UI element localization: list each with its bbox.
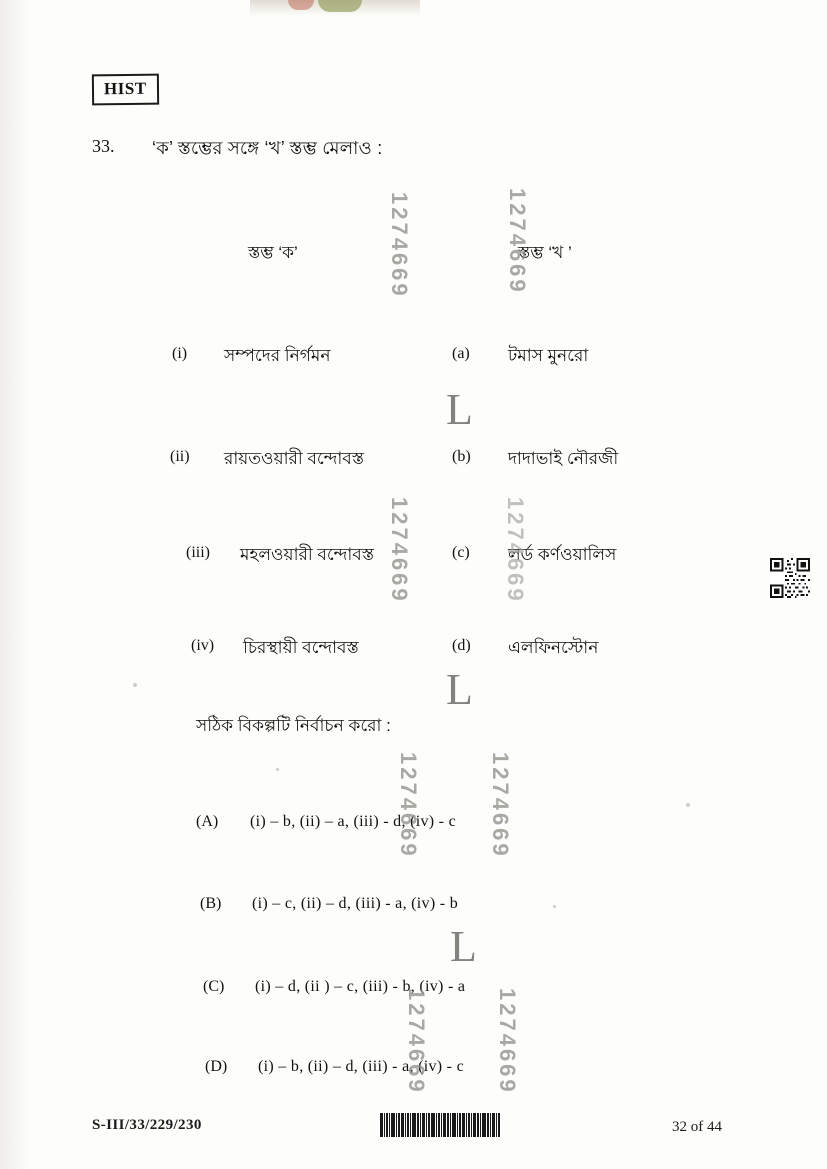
scan-speck [553,905,556,908]
option-text-d[interactable]: (i) – b, (ii) – d, (iii) - a, (iv) - c [258,1058,465,1075]
match-row-right-label: (d) [452,637,471,654]
barcode [380,1113,530,1137]
pen-mark-l: L [446,665,473,714]
match-row-right-text: দাদাভাই নৌরজী [508,449,619,468]
option-text-b[interactable]: (i) – c, (ii) – d, (iii) - a, (iv) - b [252,895,459,912]
match-row-left-label: (ii) [170,448,190,465]
watermark-number: 1274669 [495,988,520,1095]
match-row-right-text: টমাস মুনরো [508,346,589,365]
pen-mark-l: L [446,385,473,434]
match-row-left-text: রায়তওয়ারী বন্দোবস্ত [224,449,364,468]
watermark-number: 1274669 [505,188,530,295]
scan-edge-shadow [0,0,30,1169]
match-row-right-text: লর্ড কর্ণওয়ালিস [508,545,617,564]
match-row-left-text: মহলওয়ারী বন্দোবস্ত [240,545,374,564]
watermark-number: 1274669 [387,497,412,604]
match-row-left-label: (iv) [191,637,215,654]
question-number: 33. [92,136,115,156]
match-row-left-label: (iii) [186,544,210,561]
watermark-number: 1274669 [503,497,528,604]
match-row-right-label: (b) [452,448,471,465]
match-row-left-label: (i) [172,345,188,362]
option-text-c[interactable]: (i) – d, (ii ) – c, (iii) - b, (iv) - a [255,978,466,995]
qr-code-icon [770,558,810,598]
scan-speck [686,803,690,807]
scan-speck [276,768,279,771]
option-text-a[interactable]: (i) – b, (ii) – a, (iii) - d, (iv) - c [250,813,457,830]
watermark-number: 1274669 [488,752,513,859]
scan-color-artifact-green [318,0,362,12]
match-row-right-text: এলফিনস্টোন [508,638,599,657]
option-label-b: (B) [200,895,222,912]
watermark-number: 1274669 [387,192,412,299]
question-text: ‘ক’ স্তম্ভের সঙ্গে ‘খ’ স্তম্ভ মেলাও : [152,138,383,158]
match-row-left-text: সম্পদের নির্গমন [224,346,331,365]
column-heading-right: স্তম্ভ ‘খ ’ [518,243,572,262]
footer-paper-code: S-III/33/229/230 [92,1117,202,1133]
match-row-right-label: (a) [452,345,470,362]
watermark-number: 1274669 [396,752,421,859]
column-heading-left: স্তম্ভ ‘ক’ [248,243,298,262]
scan-speck [133,683,137,687]
subject-stamp: HIST [92,74,159,106]
select-instruction: সঠিক বিকল্পটি নির্বাচন করো : [196,716,391,735]
option-label-a: (A) [196,813,219,830]
option-label-d: (D) [205,1058,228,1075]
watermark-number: 1274669 [404,988,429,1095]
option-label-c: (C) [203,978,225,995]
footer-page-indicator: 32 of 44 [672,1119,722,1135]
match-row-left-text: চিরস্থায়ী বন্দোবস্ত [243,638,359,657]
match-row-right-label: (c) [452,544,470,561]
pen-mark-l: L [450,922,477,971]
